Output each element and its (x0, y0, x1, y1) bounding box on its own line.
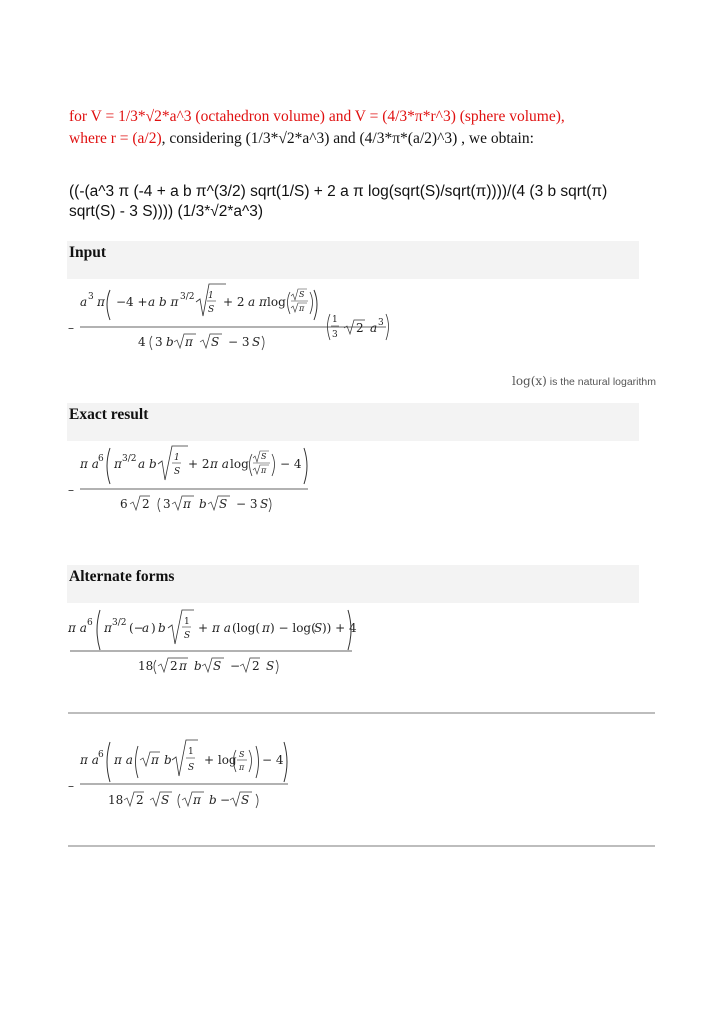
log-note-fn: log(x) (511, 374, 547, 388)
svg-text:18: 18 (138, 659, 154, 673)
log-note (512, 374, 656, 388)
svg-text:a b: a b (138, 457, 157, 471)
svg-text:a π: a π (248, 295, 267, 309)
svg-text:18: 18 (108, 793, 124, 807)
svg-text:π a: π a (80, 753, 99, 767)
exact-formula-svg (66, 444, 326, 520)
svg-text:2: 2 (252, 659, 260, 673)
input-formula-svg (66, 282, 406, 354)
svg-text:3: 3 (88, 292, 94, 302)
alternate-form-2-svg (66, 736, 306, 816)
svg-text:) − log(: ) − log( (270, 621, 316, 635)
svg-text:− 3: − 3 (236, 497, 258, 511)
svg-text:π: π (104, 621, 112, 635)
svg-text:–: – (68, 321, 74, 335)
svg-text:1: 1 (188, 747, 194, 757)
svg-text:2: 2 (356, 321, 364, 335)
svg-text:2: 2 (136, 793, 144, 807)
svg-text:S: S (188, 763, 195, 773)
svg-text:3/2: 3/2 (122, 454, 137, 464)
input-header (67, 241, 639, 279)
svg-text:a: a (80, 295, 88, 309)
svg-text:S: S (174, 467, 181, 477)
svg-text:S: S (241, 793, 250, 807)
svg-text:− 4: − 4 (280, 457, 302, 471)
svg-text:2: 2 (142, 497, 150, 511)
svg-text:S: S (184, 631, 191, 641)
svg-text:b: b (166, 335, 174, 349)
svg-text:−4 +: −4 + (116, 295, 148, 309)
svg-text:log: log (230, 457, 249, 471)
svg-text:3: 3 (332, 330, 338, 340)
exact-formula (66, 444, 326, 524)
svg-text:3/2: 3/2 (112, 618, 127, 628)
svg-text:a: a (370, 321, 378, 335)
svg-text:(log(: (log( (232, 621, 261, 635)
svg-text:π: π (151, 753, 159, 767)
svg-text:S: S (266, 659, 275, 673)
svg-text:S: S (260, 497, 269, 511)
svg-text:S: S (261, 452, 267, 461)
svg-text:6: 6 (98, 454, 104, 464)
exact-header (67, 403, 639, 441)
svg-text:3: 3 (378, 318, 384, 328)
svg-text:+ log: + log (204, 753, 237, 767)
svg-text:)) + 4: )) + 4 (322, 621, 357, 635)
svg-text:− 4: − 4 (262, 753, 284, 767)
svg-text:π: π (193, 793, 201, 807)
svg-text:π a: π a (80, 457, 99, 471)
svg-text:): ) (151, 621, 156, 635)
divider-1 (68, 712, 655, 714)
svg-text:4: 4 (138, 335, 146, 349)
input-title: Input (69, 244, 107, 261)
svg-text:S: S (213, 659, 222, 673)
svg-text:S: S (239, 750, 245, 759)
svg-text:S: S (211, 335, 220, 349)
svg-text:log: log (267, 295, 286, 309)
divider-2 (68, 845, 655, 847)
svg-text:3/2: 3/2 (180, 292, 195, 302)
intro-red-1: for V = 1/3*√2*a^3 (octahedron volume) and V = (4/3*π*r^3) (sphere volume), (69, 108, 565, 125)
svg-text:S: S (161, 793, 170, 807)
svg-text:π: π (261, 466, 267, 475)
svg-text:3: 3 (163, 497, 171, 511)
svg-text:π: π (239, 763, 245, 772)
intro-line-1 (69, 106, 669, 128)
alternate-form-2 (66, 736, 306, 820)
svg-text:S: S (299, 290, 305, 299)
alternate-form-1-svg (66, 604, 366, 680)
alternate-header (67, 565, 639, 603)
svg-text:−: − (220, 793, 231, 807)
svg-text:π: π (185, 335, 193, 349)
svg-text:a b π: a b π (148, 295, 179, 309)
svg-text:1: 1 (184, 617, 190, 627)
svg-text:+ 2: + 2 (188, 457, 210, 471)
input-formula (66, 282, 406, 358)
svg-text:b: b (158, 621, 166, 635)
svg-text:6: 6 (87, 618, 93, 628)
svg-text:π: π (114, 457, 122, 471)
svg-text:π a: π a (68, 621, 87, 635)
alternate-form-1 (66, 604, 366, 684)
svg-text:S: S (252, 335, 261, 349)
svg-text:π: π (97, 295, 105, 309)
exact-title: Exact result (69, 406, 149, 423)
svg-text:3: 3 (155, 335, 163, 349)
svg-text:S: S (219, 497, 228, 511)
svg-text:b: b (199, 497, 207, 511)
svg-text:π: π (183, 497, 191, 511)
svg-text:1: 1 (332, 315, 338, 325)
svg-text:−: − (230, 659, 241, 673)
svg-text:–: – (68, 483, 74, 497)
svg-text:2: 2 (170, 659, 178, 673)
log-note-text: is the natural logarithm (546, 376, 656, 388)
svg-text:+: + (198, 621, 209, 635)
svg-text:S: S (314, 621, 323, 635)
svg-text:b: b (209, 793, 217, 807)
intro-text (69, 106, 669, 150)
svg-text:b: b (164, 753, 172, 767)
svg-text:6: 6 (120, 497, 128, 511)
alternate-title: Alternate forms (69, 568, 175, 585)
svg-text:a: a (142, 621, 150, 635)
svg-text:π: π (299, 304, 305, 313)
svg-text:− 3: − 3 (228, 335, 250, 349)
svg-text:b: b (194, 659, 202, 673)
intro-black-2: , considering (1/3*√2*a^3) and (4/3*π*(a/2)^3) , we obtain: (161, 130, 534, 147)
svg-text:–: – (68, 779, 74, 793)
svg-text:π a: π a (210, 457, 229, 471)
query-text: ((-(a^3 π (-4 + a b π^(3/2) sqrt(1/S) + 2 a π log(sqrt(S)/sqrt(π))))/(4 (3 b sqrt(π) sqrt(S) - 3 S)))) (1/3*√2*a^3) (69, 183, 608, 220)
svg-text:π a: π a (114, 753, 133, 767)
svg-text:π: π (179, 659, 187, 673)
svg-text:1: 1 (208, 291, 214, 301)
svg-text:(−: (− (129, 621, 144, 635)
intro-line-2 (69, 128, 669, 150)
svg-text:π a: π a (212, 621, 231, 635)
intro-red-2: where r = (a/2) (69, 130, 162, 147)
svg-text:6: 6 (98, 750, 104, 760)
svg-text:π: π (262, 621, 270, 635)
svg-text:1: 1 (174, 453, 180, 463)
svg-text:S: S (208, 305, 215, 315)
svg-text:+ 2: + 2 (223, 295, 245, 309)
